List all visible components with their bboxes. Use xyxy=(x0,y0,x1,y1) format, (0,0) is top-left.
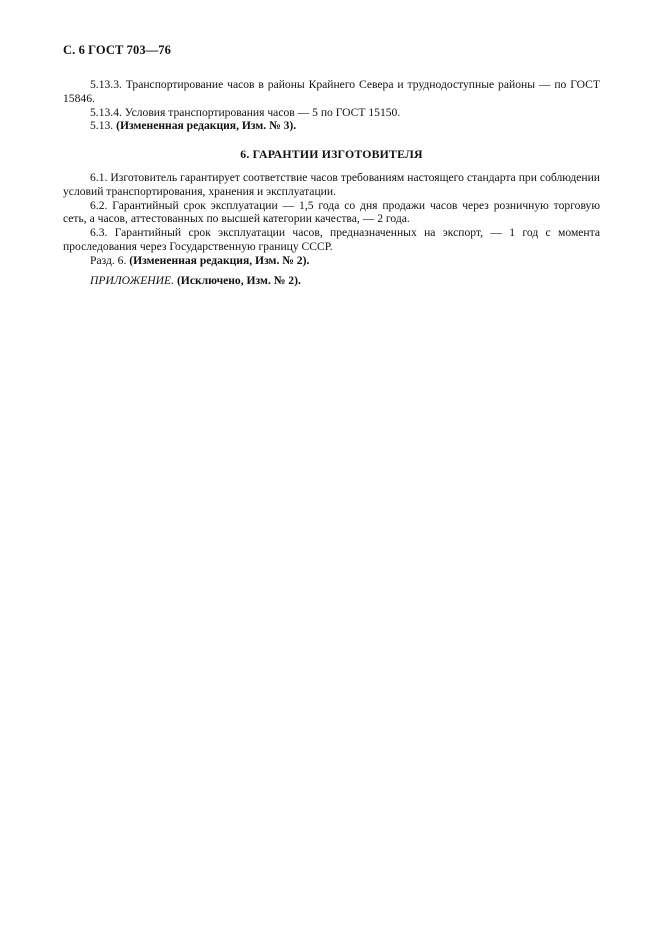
paragraph-5-13-4: 5.13.4. Условия транспортирования часов — 5 по ГОСТ 15150. xyxy=(90,105,401,119)
section-6-note-prefix: Разд. 6. xyxy=(90,253,130,267)
amendment-note-2: (Измененная редакция, Изм. № 2). xyxy=(129,253,310,267)
section-6-block xyxy=(63,171,600,268)
paragraph-section-6-note xyxy=(63,254,600,268)
section-6-title: 6. ГАРАНТИИ ИЗГОТОВИТЕЛЯ xyxy=(240,147,423,161)
paragraph-6-2: 6.2. Гарантийный срок эксплуатации — 1,5 года со дня продажи часов через розничную торговую сеть, а часов, аттестованных по высшей категории качества, — 2 года. xyxy=(63,198,600,226)
appendix-excluded-note: (Исключено, Изм. № 2). xyxy=(174,274,301,287)
section-5-block xyxy=(63,78,600,133)
amendment-note-3: (Измененная редакция, Изм. № 3). xyxy=(116,119,297,133)
page-header: С. 6 ГОСТ 703—76 xyxy=(63,43,172,57)
appendix-label: ПРИЛОЖЕНИЕ. xyxy=(90,274,175,287)
paragraph-6-1: 6.1. Изготовитель гарантирует соответствие часов требованиям настоящего стандарта при соблюдении условий транспортирования, хранения и эксплуатации. xyxy=(63,171,600,198)
paragraph-6-3: 6.3. Гарантийный срок эксплуатации часов, предназначенных на экспорт, — 1 год с момента проследования через Государственную границу СССР. xyxy=(63,226,600,253)
paragraph-5-13-note xyxy=(63,119,600,133)
appendix-note xyxy=(63,274,600,288)
paragraph-5-13-prefix: 5.13. xyxy=(90,119,117,133)
appendix-block xyxy=(63,274,600,288)
paragraph-5-13-3: 5.13.3. Транспортирование часов в районы Крайнего Севера и труднодоступные районы — по ГОСТ 15846. xyxy=(63,78,600,105)
